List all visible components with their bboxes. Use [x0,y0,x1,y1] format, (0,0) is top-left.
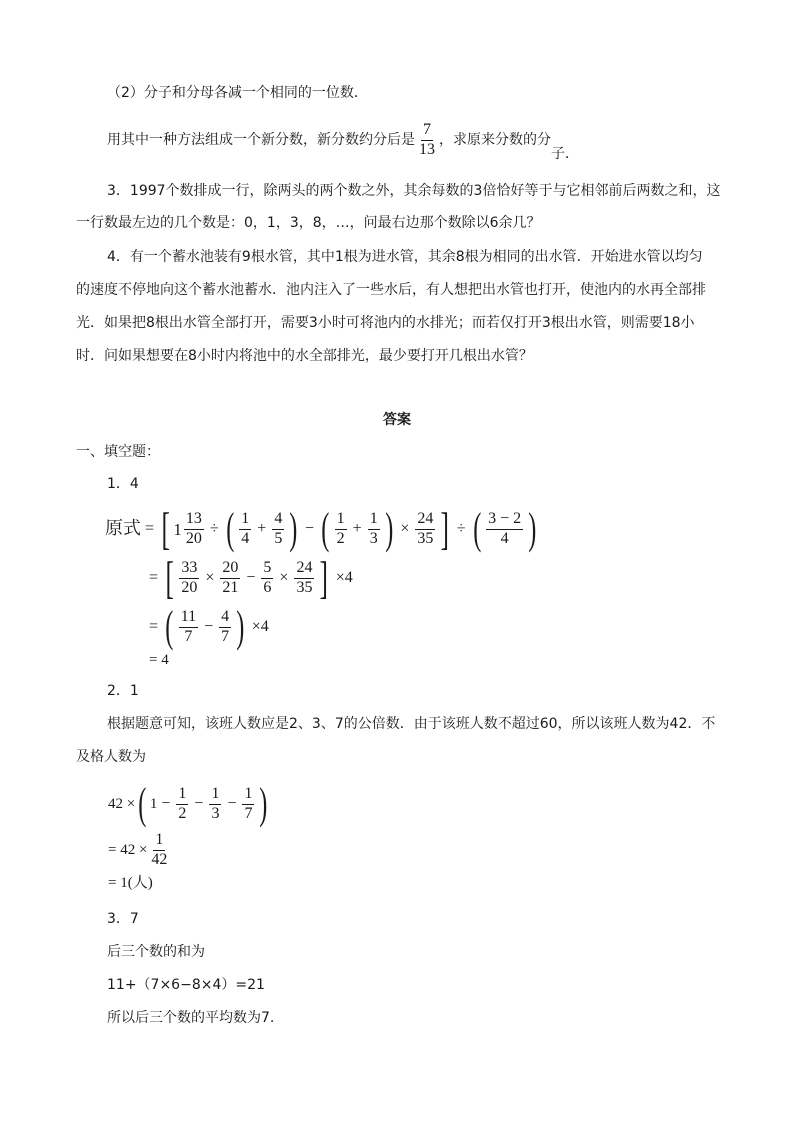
question-4-line2: 的速度不停地向这个蓄水池蓄水．池内注入了一些水后，有人想把出水管也打开，使池内的水再全部排 [76,282,706,298]
question-2-text [107,121,579,163]
question-4-line1: 4．有一个蓄水池装有9根水管，其中1根为进水管，其余8根为相同的出水管．开始进水管以均匀 [107,249,703,265]
fraction: $\frac{1}{7}$ [244,784,253,822]
answer-1-result: = 4 [149,652,169,668]
times-sign: × [400,520,410,537]
answer-1-row-3 [145,604,273,650]
fraction: $\frac{24}{35}$ [296,558,313,596]
fraction: $\frac{20}{21}$ [222,558,239,596]
left-paren: ( [225,504,234,553]
answer-1-row-1 [105,503,540,554]
question-2-text-after: ，求原来分数的分 [439,132,551,149]
left-paren: ( [165,602,174,651]
answer-3-text-3: 所以后三个数的平均数为7. [107,1010,275,1026]
right-bracket: ] [319,552,329,603]
right-paren: ) [289,504,298,553]
answer-2-expr-2 [108,830,171,870]
question-2-subitem: （2）分子和分母各减一个相同的一位数． [107,85,368,101]
right-paren: ) [528,504,537,553]
expr-lead: 42 × [108,795,136,812]
answer-2-result: = 1(人) [108,875,153,891]
minus-sign: − [194,795,204,812]
fraction: $\frac{1}{42}$ [151,830,168,868]
fraction: $\frac{5}{6}$ [263,558,272,596]
left-bracket: [ [165,552,174,603]
answer-2-expr-1 [108,779,271,828]
expr-lead: = 42 × [108,841,148,858]
equals-sign: = [145,520,155,537]
section-title: 一、填空题： [76,444,160,460]
fraction: $\frac{4}{5}$ [274,509,283,547]
fraction: 11 7 [180,607,197,645]
fraction: $\frac{4}{7}$ [221,607,230,645]
fraction: $\frac{1}{3}$ [211,784,220,822]
one: 1 [149,795,158,812]
fraction: $\frac{1}{2}$ [178,784,187,822]
times-four: ×4 [335,569,353,586]
left-paren: ( [321,504,330,553]
question-3-line2: 一行数最左边的几个数是：0，1，3，8，…，问最右边那个数除以6余几？ [76,215,541,231]
question-2-text-before: 用其中一种方法组成一个新分数，新分数约分后是 [107,132,415,149]
fraction: 1 4 [241,509,250,547]
answer-1-row-2 [145,552,357,603]
lhs-label: 原式 [105,518,141,539]
left-bracket: [ [161,503,170,554]
minus-sign: − [304,520,315,537]
answer-1-label: 1．4 [107,476,139,492]
answer-2-text-2: 及格人数为 [76,749,146,765]
minus-sign: − [227,795,237,812]
divide-sign: ÷ [456,520,466,537]
question-3-line1: 3．1997个数排成一行，除两头的两个数之外，其余每数的3倍恰好等于与它相邻前后两数之和，这 [107,183,721,199]
minus-sign: − [204,618,214,635]
mixed-whole: 1 [173,519,182,539]
times-sign: × [279,569,289,586]
question-4-line4: 时．问如果想要在8小时内将池中的水全部排光，最少要打开几根出水管？ [76,348,533,364]
answer-3-text-1: 后三个数的和为 [107,944,205,960]
right-bracket: ] [440,503,450,554]
answer-3-text-2: 11+（7×6−8×4）=21 [107,977,265,993]
question-4-line3: 光．如果把8根出水管全部打开，需要3小时可将池内的水排光；而若仅打开3根出水管，则需要18小 [76,315,695,331]
fraction: $\frac{1}{3}$ [369,509,378,547]
times-sign: × [205,569,215,586]
question-2-text-tail: 子． [551,146,579,163]
plus-sign: + [257,520,267,537]
minus-sign: − [246,569,256,586]
fraction: 1 2 [336,509,345,547]
equals-sign: = [149,569,159,586]
left-paren: ( [472,504,481,553]
times-four: ×4 [251,618,269,635]
fraction: $\frac{13}{20}$ [185,509,202,547]
fraction-7-13: 7 13 [419,121,435,158]
answer-3-label: 3．7 [107,911,139,927]
fraction: $\frac{24}{35}$ [417,509,434,547]
right-paren: ) [259,779,268,828]
equals-sign: = [149,618,159,635]
fraction: $\frac{33}{20}$ [181,558,198,596]
fraction: 3 − 2 4 [488,509,522,547]
answer-2-text-1: 根据题意可知，该班人数应是2、3、7的公倍数．由于该班人数不超过60，所以该班人数为42．不 [107,716,716,732]
divide-sign: ÷ [209,520,219,537]
plus-sign: + [352,520,362,537]
right-paren: ) [385,504,394,553]
answer-title: 答案 [383,412,411,428]
answer-2-label: 2．1 [107,683,139,699]
left-paren: ( [138,779,147,828]
right-paren: ) [236,602,245,651]
minus-sign: − [161,795,171,812]
